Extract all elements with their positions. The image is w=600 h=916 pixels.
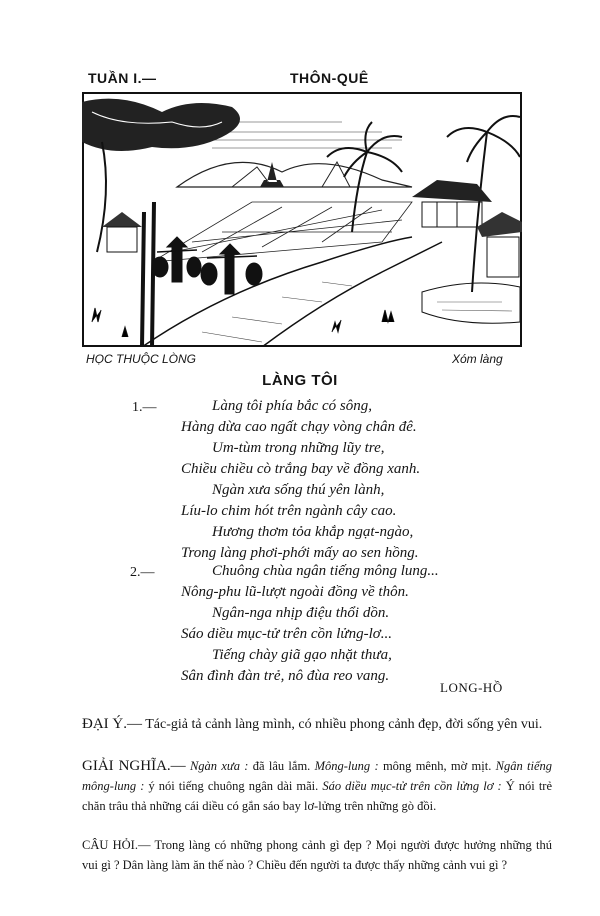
- vocab-definition: mông mênh, mờ mịt.: [382, 759, 492, 773]
- poem-author: LONG-HỒ: [440, 680, 503, 695]
- vocabulary-paragraph: [82, 756, 552, 816]
- caption-village: Xóm làng: [452, 352, 503, 366]
- vocabulary-label: GIẢI NGHĨA.—: [82, 758, 186, 774]
- vocab-term: Ngân tiếng mông-lung :: [82, 759, 553, 793]
- village-scene-illustration: [82, 92, 522, 347]
- poem-line: Sân đình đàn trẻ, nô đùa reo vang.: [181, 668, 390, 684]
- poem-line: Líu-lo chim hót trên ngành cây cao.: [181, 503, 397, 519]
- section-title: THÔN-QUÊ: [290, 70, 369, 86]
- vocab-definition: đã lâu lắm.: [252, 759, 311, 773]
- stanza-number-1: 1.—: [132, 400, 157, 415]
- poem-line: Ngân-nga nhịp điệu thổi dồn.: [212, 605, 390, 621]
- vocab-term: Sáo diều mục-tử trên cồn lửng lơ :: [322, 779, 502, 793]
- week-label: TUẦN I.—: [88, 70, 157, 86]
- vocab-definition: Ý nói trẻ chăn trâu thả những cái diều có gắn sáo bay lơ-lửng trên những gò đồi.: [82, 779, 552, 813]
- vocab-term: Mông-lung :: [314, 759, 379, 773]
- poem-line: Làng tôi phía bắc có sông,: [212, 398, 372, 414]
- poem-line: Nông-phu lũ-lượt ngoài đồng về thôn.: [181, 584, 409, 600]
- stanza-number-2: 2.—: [130, 565, 155, 580]
- poem-title: LÀNG TÔI: [262, 372, 338, 389]
- main-idea-text: Tác-giả tả cảnh làng mình, có nhiều phong cảnh đẹp, đời sống yên vui.: [145, 717, 543, 732]
- caption-memorize: HỌC THUỘC LÒNG: [86, 352, 197, 366]
- poem-line: Hàng dừa cao ngất chạy vòng chân đê.: [181, 419, 417, 435]
- questions-text: Trong làng có những phong cảnh gì đẹp ? Mọi người được hưởng những thú vui gì ? Dân làng làm ăn thế nào ? Chiều đến người ta được thấy những cảnh vui gì ?: [82, 838, 552, 872]
- poem-line: Ngàn xưa sống thú yên lành,: [212, 482, 385, 498]
- poem-line: Sáo diều mục-tử trên cồn lửng-lơ...: [181, 626, 392, 642]
- vocab-definition: ý nói tiếng chuông ngân dài mãi.: [148, 779, 319, 793]
- vocab-term: Ngàn xưa :: [189, 759, 249, 773]
- poem-line: Trong làng phơi-phới mấy ao sen hồng.: [181, 545, 419, 561]
- poem-line: Chiều chiều cò trắng bay về đồng xanh.: [181, 461, 421, 477]
- poem-line: Chuông chùa ngân tiếng mông lung...: [212, 563, 439, 579]
- main-idea-paragraph: [82, 714, 552, 735]
- poem-line: Um-tùm trong những lũy tre,: [212, 440, 385, 456]
- poem-line: Hương thơm tỏa khắp ngạt-ngào,: [212, 524, 414, 540]
- questions-paragraph: [82, 835, 552, 875]
- main-idea-label: ĐẠI Ý.—: [82, 716, 142, 732]
- questions-label: CÂU HỎI.—: [82, 838, 151, 852]
- poem-line: Tiếng chày giã gạo nhặt thưa,: [212, 647, 392, 663]
